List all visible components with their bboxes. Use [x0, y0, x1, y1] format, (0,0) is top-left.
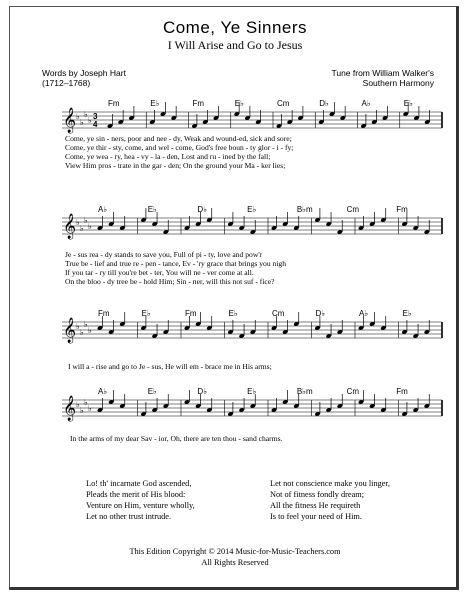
- lyric-line: If you tar - ry till you're bet - ter, You will ne - ver come at all.: [65, 268, 254, 277]
- lyric-line: On the bloo - dy tree be - hold Him; Sin - ner, will this not suf - fice?: [65, 277, 275, 286]
- chord-symbol: E♭: [247, 205, 257, 214]
- extra-verse-left: [86, 478, 195, 522]
- chord-symbol: A♭: [98, 387, 108, 396]
- music-system-1: [0, 90, 470, 185]
- lyric-line: Come, ye thir - sty, come, and wel - come, God's free boun - ty glor - i - fy;: [65, 143, 294, 152]
- extra-verse-right: [270, 478, 390, 522]
- flat-icon: ♭: [88, 116, 92, 125]
- chord-symbol: B♭m: [296, 205, 313, 214]
- flat-icon: ♭: [76, 112, 80, 121]
- chord-symbol: Cm: [346, 387, 360, 396]
- verse-line: Let no other trust intrude.: [86, 512, 172, 521]
- chord-symbol: Cm: [272, 309, 285, 318]
- words-credit: Words by Joseph Hart: [42, 68, 126, 78]
- flat-icon: ♭: [84, 320, 88, 329]
- verse-line: Not of fitness fondly dream;: [270, 490, 365, 499]
- chord-symbol: Fm: [108, 99, 120, 108]
- music-system-2: [0, 196, 470, 306]
- chord-symbol: E♭: [147, 205, 157, 214]
- chord-symbol: E♭: [247, 387, 257, 396]
- flat-icon: ♭: [88, 404, 92, 413]
- verse-line: Pleads the merit of His blood:: [86, 490, 186, 499]
- verse-line: Let not conscience make you linger,: [270, 479, 390, 488]
- copyright-notice: This Edition Copyright © 2014 Music-for-Music-Teachers.com: [129, 547, 341, 556]
- rights-notice: All Rights Reserved: [201, 558, 269, 567]
- chord-symbol: A♭: [361, 99, 371, 108]
- time-signature: 4: [93, 120, 98, 129]
- chord-symbol: D♭: [319, 99, 329, 108]
- lyric-line: In the arms of my dear Sav - ior, Oh, there are ten thou - sand charms.: [70, 434, 283, 443]
- chord-symbol: E♭: [150, 99, 160, 108]
- lyric-line: I will a - rise and go to Je - sus, He will em - brace me in His arms;: [68, 362, 272, 371]
- chord-symbol: Cm: [346, 205, 360, 214]
- chord-symbol: E♭: [147, 387, 157, 396]
- chord-symbol: A♭: [359, 309, 369, 318]
- treble-clef-icon: 𝄞: [63, 317, 77, 342]
- chord-symbol: Fm: [396, 387, 408, 396]
- flat-icon: ♭: [84, 110, 88, 119]
- tune-source: Southern Harmony: [362, 78, 434, 88]
- flat-icon: ♭: [76, 400, 80, 409]
- chord-symbol: B♭m: [296, 387, 313, 396]
- words-dates: (1712–1768): [42, 78, 91, 88]
- chord-symbol: Fm: [185, 309, 197, 318]
- verse-line: Is to feel your need of Him.: [270, 512, 362, 521]
- lyric-line: Come, ye wea - ry, hea - vy - la - den, Lost and ru - ined by the fall;: [65, 152, 271, 161]
- verse-line: Venture on Him, venture wholly,: [86, 501, 195, 510]
- flat-icon: ♭: [76, 322, 80, 331]
- song-title: Come, Ye Sinners: [162, 18, 308, 37]
- staff-system-4: [0, 378, 470, 458]
- flat-icon: ♭: [76, 218, 80, 227]
- chord-symbol: Fm: [396, 205, 408, 214]
- chord-symbol: D♭: [197, 387, 207, 396]
- chord-symbol: E♭: [141, 309, 151, 318]
- lyric-line: Je - sus rea - dy stands to save you, Full of pi - ty, love and pow'r: [65, 250, 263, 259]
- treble-clef-icon: 𝄞: [63, 107, 77, 132]
- flat-icon: ♭: [80, 118, 84, 127]
- music-system-4: [0, 378, 470, 458]
- music-system-3: [0, 300, 470, 380]
- chord-symbol: D♭: [315, 309, 326, 318]
- lyric-line: Come, ye sin - ners, poor and nee - dy, Weak and wound-ed, sick and sore;: [65, 134, 292, 143]
- flat-icon: ♭: [80, 406, 84, 415]
- chord-symbol: Fm: [98, 309, 110, 318]
- flat-icon: ♭: [84, 398, 88, 407]
- verse-line: Lo! th' incarnate God ascended,: [86, 479, 192, 488]
- flat-icon: ♭: [84, 216, 88, 225]
- chord-symbol: Cm: [277, 99, 290, 108]
- verse-line: All the fitness He requireth: [270, 501, 361, 510]
- time-signature: 3: [93, 112, 98, 121]
- flat-icon: ♭: [88, 222, 92, 231]
- treble-clef-icon: 𝄞: [63, 213, 77, 238]
- lyric-line: True be - lief and true re - pen - tance, Ev - 'ry grace that brings you nigh: [65, 259, 287, 268]
- chord-symbol: D♭: [197, 205, 207, 214]
- tune-credit: Tune from William Walker's: [331, 68, 434, 78]
- chord-symbol: E♭: [228, 309, 238, 318]
- chord-symbol: E♭: [402, 309, 412, 318]
- chord-symbol: E♭: [403, 99, 413, 108]
- flat-icon: ♭: [80, 224, 84, 233]
- song-subtitle: I Will Arise and Go to Jesus: [167, 38, 303, 52]
- flat-icon: ♭: [88, 326, 92, 335]
- lyric-line: View Him pros - trate in the gar - den; On the ground your Ma - ker lies;: [65, 161, 286, 170]
- chord-symbol: A♭: [98, 205, 108, 214]
- chord-symbol: Fm: [192, 99, 205, 108]
- treble-clef-icon: 𝄞: [63, 395, 77, 420]
- flat-icon: ♭: [80, 328, 84, 337]
- chord-symbol: E♭: [234, 99, 244, 108]
